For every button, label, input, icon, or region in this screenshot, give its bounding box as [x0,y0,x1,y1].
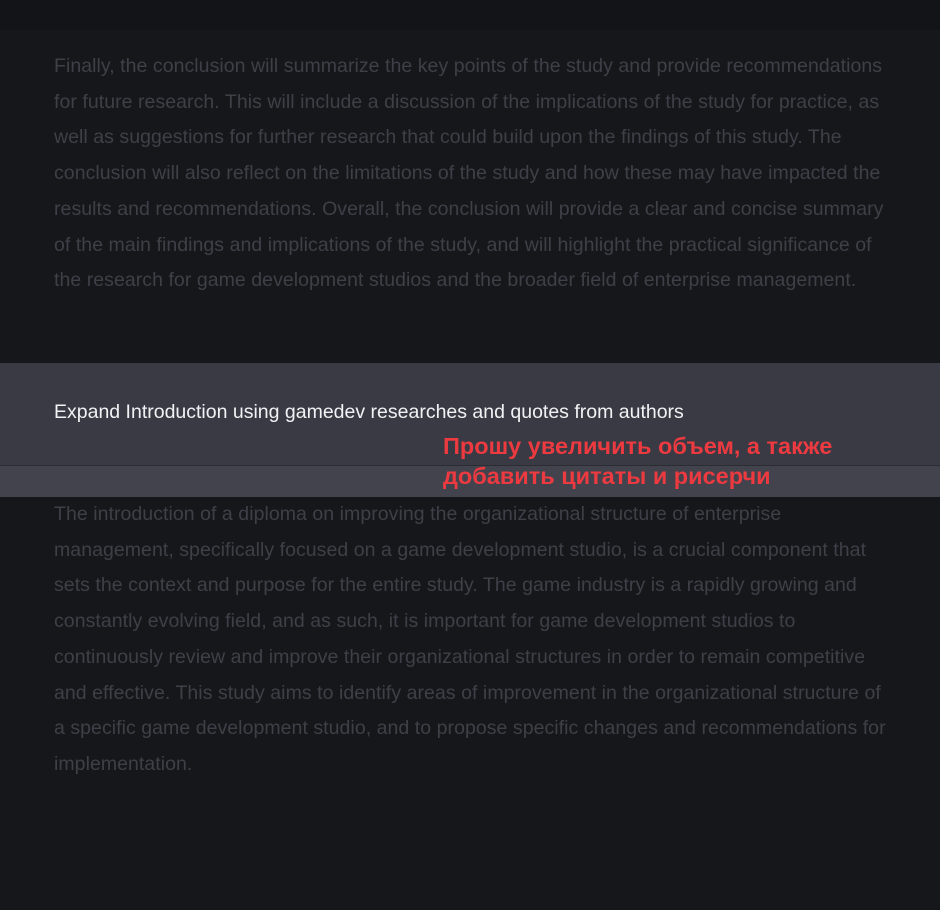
previous-assistant-message: Finally, the conclusion will summarize the key points of the study and provide recommendations for future research. This will include a discussion of the implications of the study for practice, as well as suggestions for further research that could build upon the findings of this study. The conclusion will also reflect on the limitations of the study and how these may have impacted the results and recommendations. Overall, the conclusion will provide a clear and concise summary of the main findings and implications of the study, and will highlight the practical significance of the research for game development studios and the broader field of enterprise management. [54,55,884,292]
annotation-line-2: добавить цитаты и рисерчи [443,463,771,489]
red-annotation-overlay [443,431,913,491]
top-edge [0,0,940,30]
assistant-message: The introduction of a diploma on improving the organizational structure of enterprise management, specifically focused on a game development studio, is a crucial component that sets the context and purpose for the entire study. The game industry is a rapidly growing and constantly evolving field, and as such, it is important for game development studios to continuously review and improve their organizational structures in order to remain competitive and effective. This study aims to identify areas of improvement in the organizational structure of a specific game development studio, and to propose specific changes and recommendations for implementation. [54,503,886,775]
user-message-text: Expand Introduction using gamedev researches and quotes from authors [54,401,684,423]
annotation-line-1: Прошу увеличить объем, а также [443,433,833,459]
